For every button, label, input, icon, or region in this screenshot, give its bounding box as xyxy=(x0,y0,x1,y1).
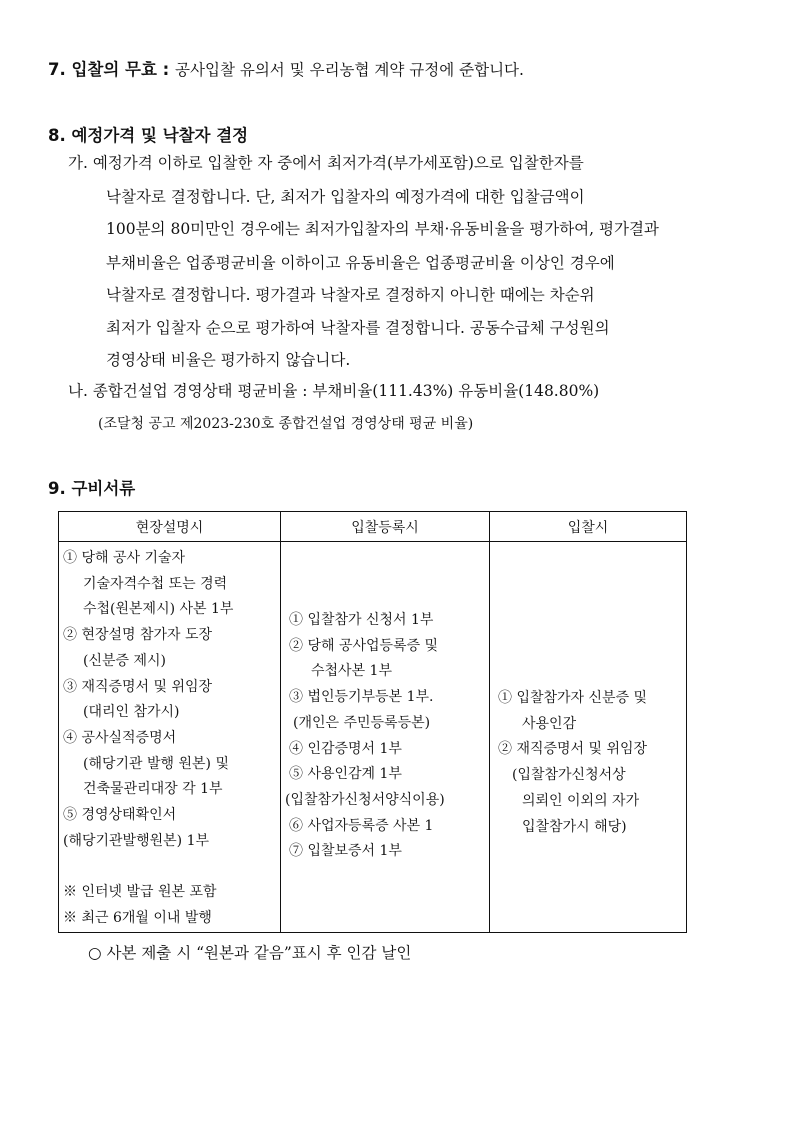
note-item: ※ 인터넷 발급 원본 포함 xyxy=(63,884,217,901)
list-item: ② 현장설명 참가자 도장 xyxy=(63,627,213,644)
section-8-heading xyxy=(48,122,248,146)
list-item: ⑥ 사업자등록증 사본 1 xyxy=(289,817,434,834)
list-item: 입찰참가시 해당) xyxy=(522,818,627,835)
list-item: ① 당해 공사 기술자 xyxy=(63,550,186,566)
header-site-briefing: 현장설명시 xyxy=(59,512,281,542)
section-8-ga-line-2: 낙찰자로 결정합니다. 단, 최저가 입찰자의 예정가격에 대한 입찰금액이 xyxy=(106,188,585,206)
section-7-text: 공사입찰 유의서 및 우리농협 계약 규정에 준합니다. xyxy=(175,61,524,79)
col-bidding xyxy=(490,542,687,933)
list-item: ⑦ 입찰보증서 1부 xyxy=(289,843,402,860)
section-7-separator: : xyxy=(156,60,176,79)
list-item: ⑤ 사용인감계 1부 xyxy=(289,766,402,783)
list-item: 의뢰인 이외의 자가 xyxy=(522,792,640,809)
col-registration xyxy=(281,542,490,933)
list-item: ④ 인감증명서 1부 xyxy=(289,740,402,757)
section-8-heading-text: 8. 예정가격 및 낙찰자 결정 xyxy=(48,126,249,145)
section-8-ga-line-1: 가. 예정가격 이하로 입찰한 자 중에서 최저가격(부가세포함)으로 입찰한자를 xyxy=(68,154,584,172)
list-item: 사용인감 xyxy=(522,715,577,732)
section-8-ga-line-3: 100분의 80미만인 경우에는 최저가입찰자의 부채·유동비율을 평가하여, 평가결과 xyxy=(106,220,659,238)
col-site-briefing xyxy=(59,542,281,933)
list-item: (개인은 주민등록등본) xyxy=(293,714,431,731)
list-item: 기술자격수첩 또는 경력 xyxy=(83,575,228,592)
list-item: ② 재직증명서 및 위임장 xyxy=(498,741,648,758)
list-item: ① 입찰참가자 신분증 및 xyxy=(498,690,648,706)
table-header-row xyxy=(59,512,687,542)
list-item: ⑤ 경영상태확인서 xyxy=(63,807,177,824)
list-item: ② 당해 공사업등록증 및 xyxy=(289,637,439,654)
list-item: 수첩사본 1부 xyxy=(311,663,392,680)
section-8-ga-line-6: 최저가 입찰자 순으로 평가하여 낙찰자를 결정합니다. 공동수급체 구성원의 xyxy=(106,319,610,337)
section-9-footnote: ○ 사본 제출 시 “원본과 같음”표시 후 인감 날인 xyxy=(88,944,412,962)
list-item: (대리인 참가시) xyxy=(83,704,180,721)
list-item: (신분증 제시) xyxy=(83,652,166,669)
list-item: (입찰참가신청서상 xyxy=(512,767,626,784)
section-7 xyxy=(48,56,524,80)
section-9-heading-text: 9. 구비서류 xyxy=(48,479,136,498)
list-item: (해당기관발행원본) 1부 xyxy=(63,832,209,849)
table-body-row xyxy=(59,542,687,933)
list-item: 건축물관리대장 각 1부 xyxy=(83,781,223,798)
list-item: ③ 재직증명서 및 위임장 xyxy=(63,678,213,695)
list-item: ③ 법인등기부등본 1부. xyxy=(289,689,434,706)
required-documents-table xyxy=(58,511,687,933)
list-item: 수첩(원본제시) 사본 1부 xyxy=(83,601,234,618)
section-8-ga-line-4: 부채비율은 업종평균비율 이하이고 유동비율은 업종평균비율 이상인 경우에 xyxy=(106,254,615,272)
section-9-heading xyxy=(48,475,135,499)
list-item: (해당기관 발행 원본) 및 xyxy=(83,755,229,772)
list-item: ④ 공사실적증명서 xyxy=(63,729,177,746)
section-8-ga-line-5: 낙찰자로 결정합니다. 평가결과 낙찰자로 결정하지 아니한 때에는 차순위 xyxy=(106,286,595,304)
section-7-heading: 7. 입찰의 무효 xyxy=(48,60,157,79)
note-item: ※ 최근 6개월 이내 발행 xyxy=(63,910,212,927)
list-item: (입찰참가신청서양식이용) xyxy=(285,791,445,808)
list-item: ① 입찰참가 신청서 1부 xyxy=(289,612,434,628)
section-8-na-note: (조달청 공고 제2023-230호 종합건설업 경영상태 평균 비율) xyxy=(98,416,474,432)
header-bidding: 입찰시 xyxy=(490,512,687,542)
section-8-na: 나. 종합건설업 경영상태 평균비율 : 부채비율(111.43%) 유동비율(148.80%) xyxy=(68,382,600,400)
header-registration: 입찰등록시 xyxy=(281,512,490,542)
section-8-ga-line-7: 경영상태 비율은 평가하지 않습니다. xyxy=(106,351,351,369)
